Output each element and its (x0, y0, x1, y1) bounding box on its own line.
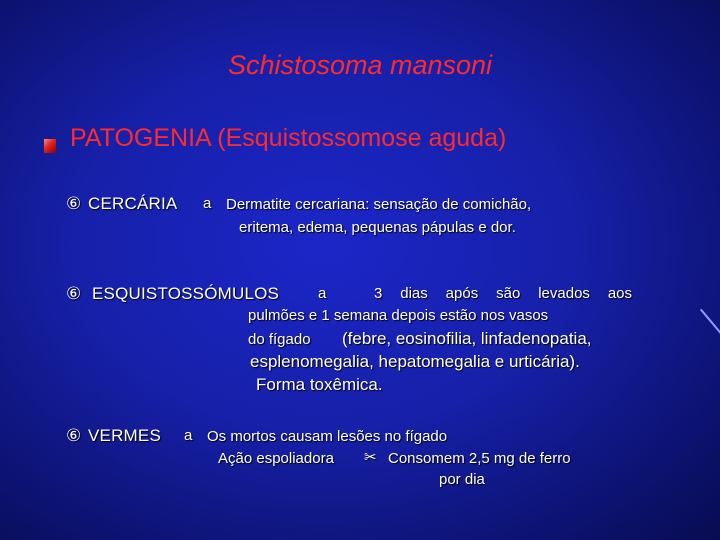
cercaria-line-1: Dermatite cercariana: sensação de comichão, (226, 196, 532, 213)
esquistossomulos-line-6: Forma toxêmica. (256, 375, 383, 394)
esquistossomulos-line-2: pulmões e 1 semana depois estão nos vasos (248, 307, 549, 324)
vermes-line-2: Ação espoliadora (218, 450, 334, 467)
item-bullet-icon: ⑥ (66, 426, 82, 445)
item-bullet-icon: ⑥ (66, 284, 82, 303)
item-label-esquistossomulos: ESQUISTOSSÓMULOS (92, 284, 280, 303)
arrow-a-icon: a (318, 285, 327, 302)
item-label-cercaria: CERCÁRIA (88, 194, 178, 213)
vermes-line-4: por dia (439, 471, 485, 488)
esquistossomulos-line-1: 3 dias após são levados aos (374, 285, 632, 302)
esquistossomulos-line-3: do fígado (248, 331, 311, 348)
arrow-a-icon: a (203, 195, 212, 212)
esquistossomulos-line-5: esplenomegalia, hepatomegalia e urticária). (250, 352, 580, 371)
section-heading: PATOGENIA (Esquistossomose aguda) (70, 124, 507, 152)
arrow-a-icon: a (184, 427, 193, 444)
decorative-line (700, 309, 720, 341)
red-square-icon (44, 139, 56, 153)
slide-title: Schistosoma mansoni (227, 50, 493, 80)
esquistossomulos-line-4: (febre, eosinofilia, linfadenopatia, (342, 329, 592, 348)
item-bullet-icon: ⑥ (66, 194, 82, 213)
vermes-line-3: Consomem 2,5 mg de ferro (388, 450, 571, 467)
item-label-vermes: VERMES (88, 426, 161, 445)
scissors-icon: ✂ (364, 449, 377, 466)
vermes-line-1: Os mortos causam lesões no fígado (207, 428, 448, 445)
cercaria-line-2: eritema, edema, pequenas pápulas e dor. (239, 219, 516, 236)
